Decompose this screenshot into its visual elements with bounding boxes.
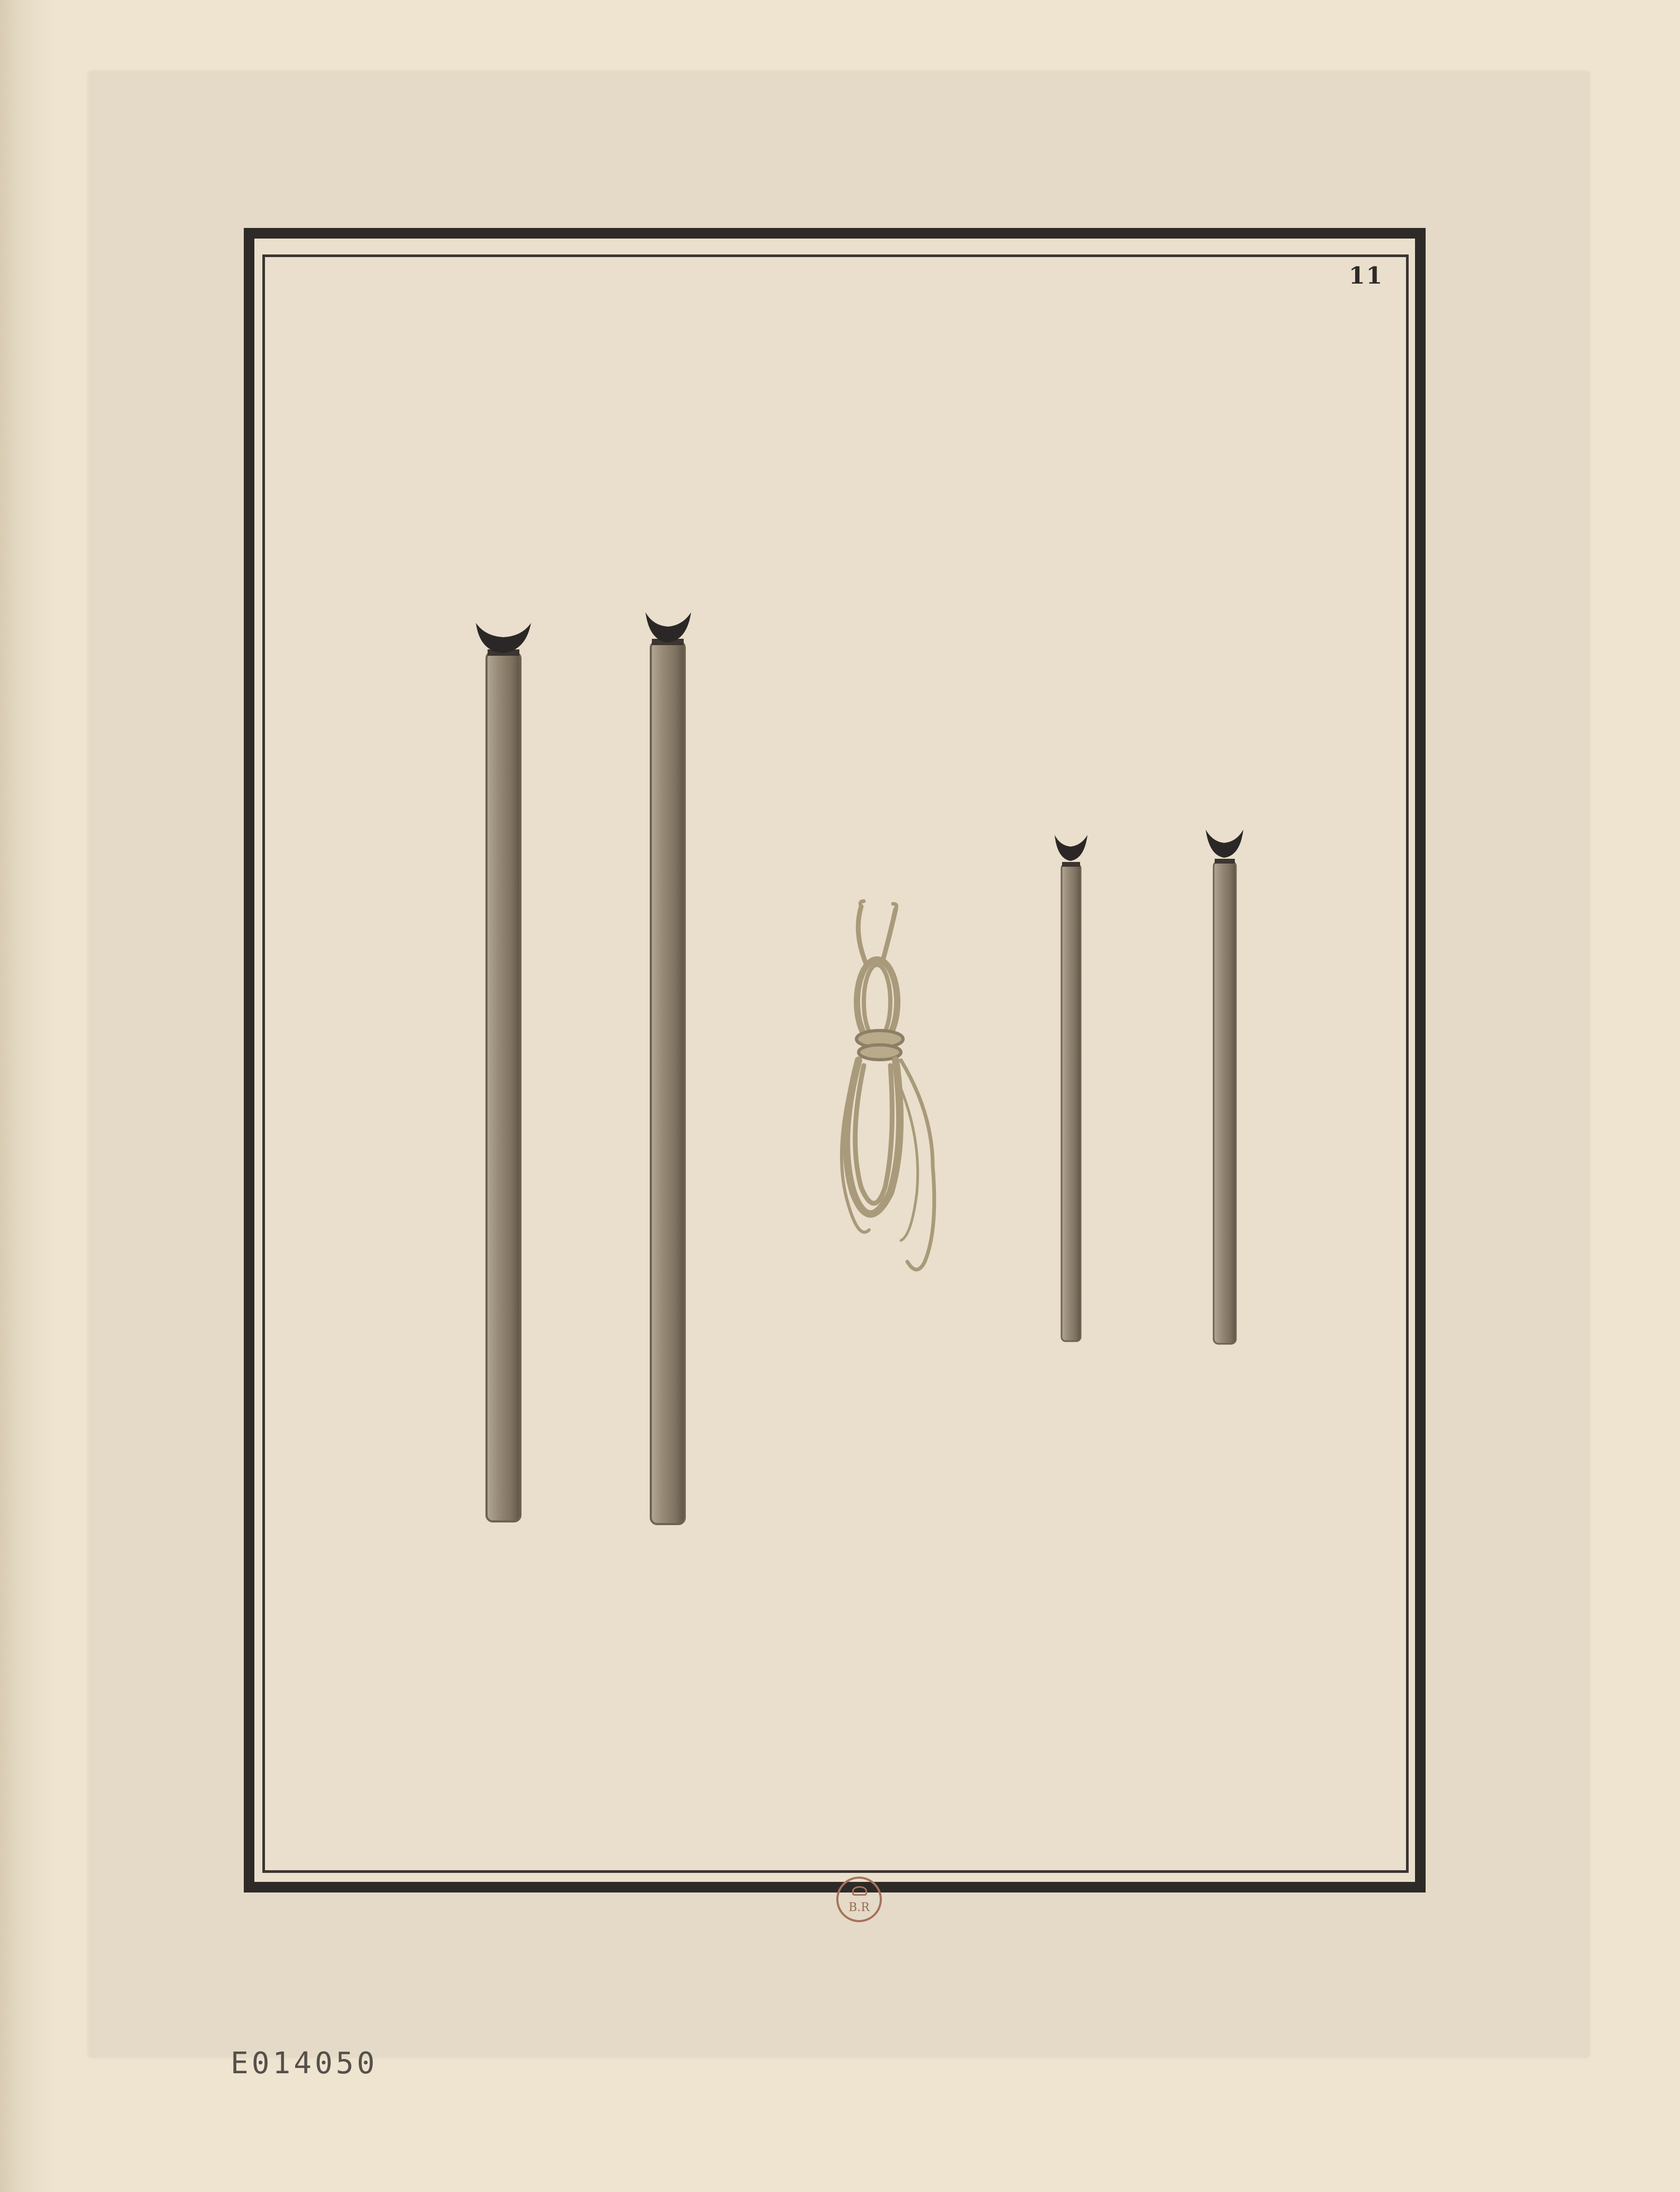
stamp-text: B.R — [848, 1901, 870, 1914]
short-rod-right — [1206, 830, 1243, 1344]
accession-number: E014050 — [231, 2046, 378, 2081]
long-rod-right — [646, 612, 691, 1524]
crown-icon — [852, 1886, 867, 1896]
short-rod-left — [1055, 835, 1087, 1341]
library-stamp — [836, 1877, 882, 1922]
coiled-cord — [842, 901, 934, 1270]
plate-number: 11 — [1349, 262, 1384, 289]
long-rod-left — [476, 623, 531, 1521]
